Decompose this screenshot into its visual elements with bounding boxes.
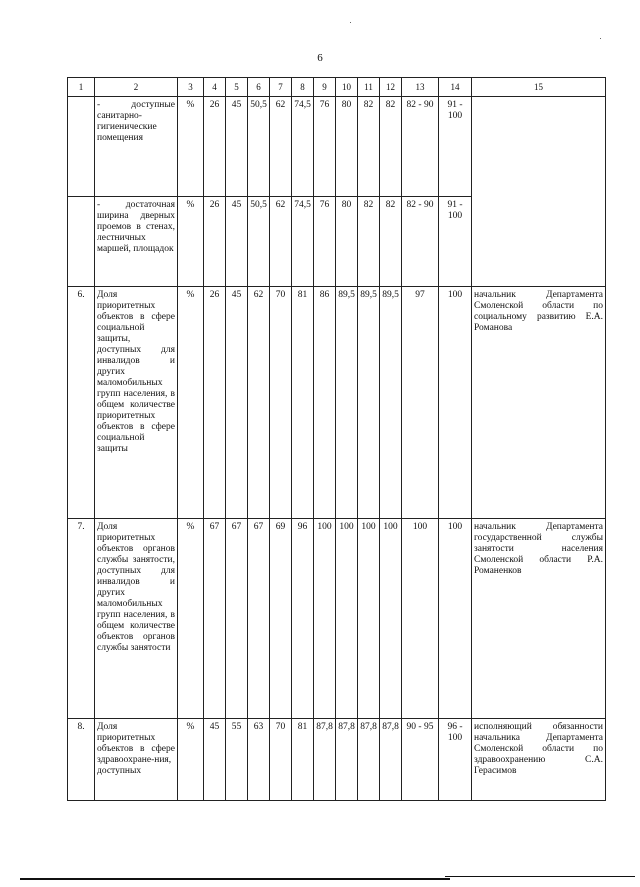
value-cell: 91 - 100 [439,97,472,197]
unit-cell: % [178,197,204,287]
responsible-cell: начальник Департамента государственной службы занятости населения Смоленской области Р.А. Романенков [472,519,606,719]
value-cell: 45 [204,719,226,801]
scan-artifact-dot [600,38,601,39]
value-cell: 80 [336,97,358,197]
value-cell: 82 - 90 [402,197,439,287]
row-number: 8. [68,719,95,801]
value-cell: 96 [292,519,314,719]
value-cell: 67 [204,519,226,719]
value-cell: 55 [226,719,248,801]
value-cell: 90 - 95 [402,719,439,801]
value-cell: 82 [380,197,402,287]
value-cell: 70 [270,287,292,519]
value-cell: 87,8 [314,719,336,801]
column-header: 9 [314,78,336,97]
value-cell: 100 [380,519,402,719]
value-cell: 69 [270,519,292,719]
indicator-description: - доступные санитарно-гигиенические помещения [95,97,178,197]
responsible-cell: исполняющий обязанности начальника Департамента Смоленской области по здравоохранению С.А. Герасимов [472,719,606,801]
value-cell: 82 [358,97,380,197]
responsible-cell [472,97,606,287]
value-cell: 97 [402,287,439,519]
value-cell: 63 [248,719,270,801]
value-cell: 81 [292,719,314,801]
column-header: 14 [439,78,472,97]
row-number: 7. [68,519,95,719]
value-cell: 62 [248,287,270,519]
indicator-description: Доля приоритетных объектов в сфере социальной защиты, доступных для инвалидов и других маломобильных групп населения, в общем количестве приоритетных объектов в сфере социальной защиты [95,287,178,519]
unit-cell: % [178,287,204,519]
value-cell: 26 [204,287,226,519]
value-cell: 70 [270,719,292,801]
value-cell: 26 [204,97,226,197]
column-header: 10 [336,78,358,97]
indicator-description: - достаточная ширина дверных проемов в стенах, лестничных маршей, площадок [95,197,178,287]
column-header: 4 [204,78,226,97]
responsible-cell: начальник Департамента Смоленской области по социальному развитию Е.А. Романова [472,287,606,519]
value-cell: 86 [314,287,336,519]
table-row [68,287,606,519]
value-cell: 87,8 [358,719,380,801]
value-cell: 50,5 [248,97,270,197]
value-cell: 45 [226,97,248,197]
row-number [68,197,95,287]
unit-cell: % [178,519,204,719]
value-cell: 62 [270,97,292,197]
value-cell: 100 [314,519,336,719]
value-cell: 82 - 90 [402,97,439,197]
table-row [68,719,606,801]
indicator-description: Доля приоритетных объектов органов службы занятости, доступных для инвалидов и других маломобильных групп населения, в общем количестве объектов органов службы занятости [95,519,178,719]
column-header: 13 [402,78,439,97]
value-cell: 81 [292,287,314,519]
value-cell: 82 [358,197,380,287]
scan-artifact-dot [350,22,351,23]
value-cell: 87,8 [336,719,358,801]
column-header: 5 [226,78,248,97]
value-cell: 50,5 [248,197,270,287]
value-cell: 74,5 [292,197,314,287]
value-cell: 96 - 100 [439,719,472,801]
table-row [68,519,606,719]
value-cell: 100 [439,287,472,519]
value-cell: 62 [270,197,292,287]
value-cell: 74,5 [292,97,314,197]
column-header: 2 [95,78,178,97]
column-header: 12 [380,78,402,97]
value-cell: 100 [336,519,358,719]
value-cell: 100 [439,519,472,719]
indicators-table [67,77,606,801]
value-cell: 89,5 [336,287,358,519]
value-cell: 67 [226,519,248,719]
value-cell: 82 [380,97,402,197]
indicator-description: Доля приоритетных объектов в сфере здравоохране-ния, доступных [95,719,178,801]
value-cell: 89,5 [358,287,380,519]
scan-artifact-line [20,878,450,880]
value-cell: 45 [226,197,248,287]
page-number: 6 [317,52,323,64]
table-row [68,97,606,197]
value-cell: 45 [226,287,248,519]
value-cell: 67 [248,519,270,719]
value-cell: 76 [314,197,336,287]
value-cell: 87,8 [380,719,402,801]
column-header: 11 [358,78,380,97]
value-cell: 76 [314,97,336,197]
column-numbers-row [68,78,606,97]
column-header: 7 [270,78,292,97]
row-number: 6. [68,287,95,519]
value-cell: 100 [358,519,380,719]
column-header: 6 [248,78,270,97]
value-cell: 100 [402,519,439,719]
column-header: 8 [292,78,314,97]
column-header: 3 [178,78,204,97]
value-cell: 89,5 [380,287,402,519]
column-header: 1 [68,78,95,97]
value-cell: 91 - 100 [439,197,472,287]
value-cell: 26 [204,197,226,287]
value-cell: 80 [336,197,358,287]
unit-cell: % [178,97,204,197]
unit-cell: % [178,719,204,801]
row-number [68,97,95,197]
scan-artifact-line [445,876,635,877]
column-header: 15 [472,78,606,97]
